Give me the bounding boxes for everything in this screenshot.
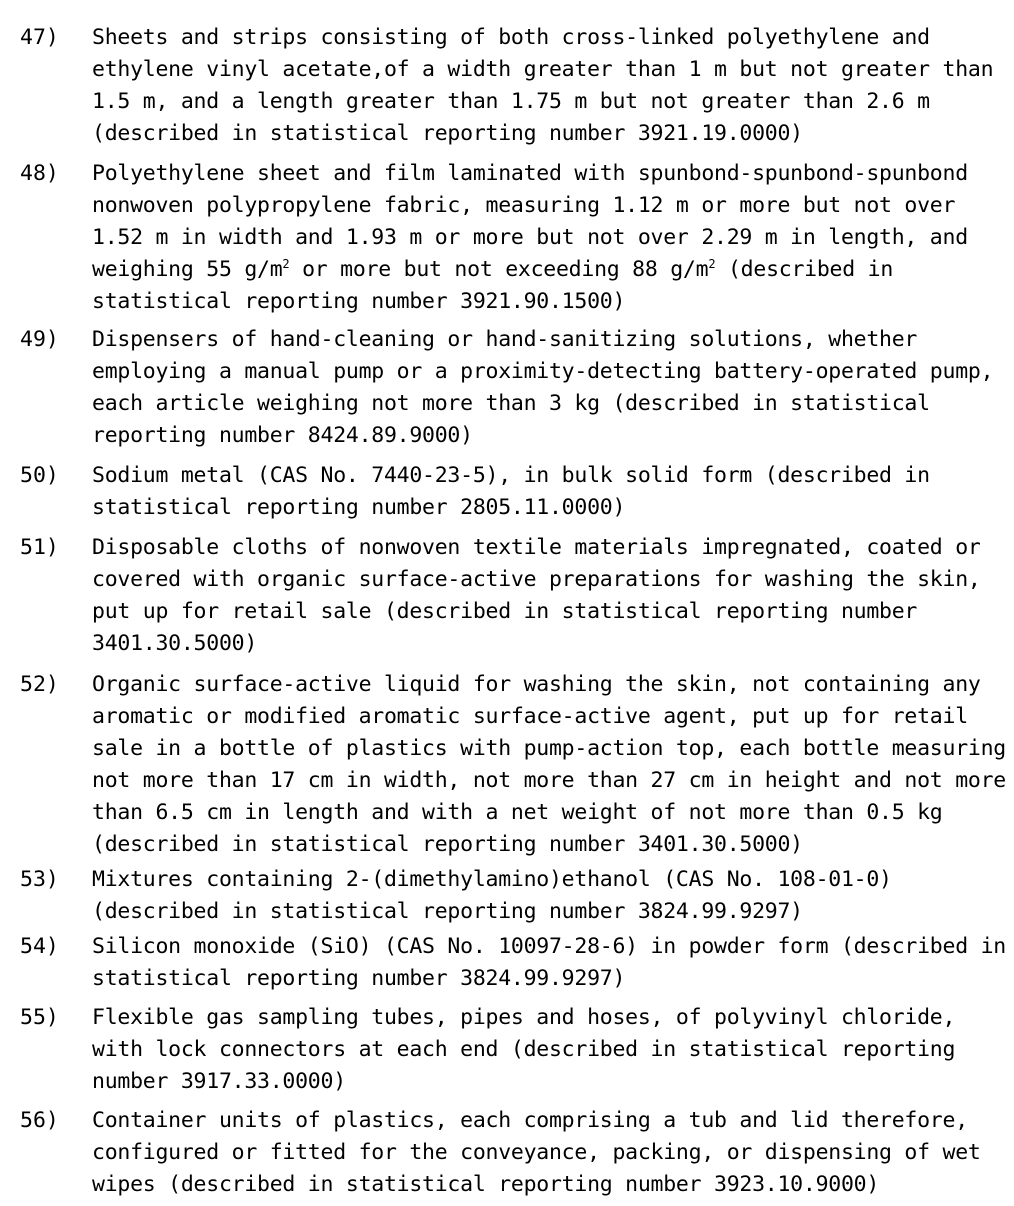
item-number: 47) (20, 25, 59, 50)
item-number: 55) (20, 1005, 59, 1030)
item-text: Organic surface-active liquid for washing the skin, not containing any aromatic or modified aromatic surface-active agent, put up for retail sale in a bottle of plastics with pump-action top, each bottle measuring not more than 17 cm in width, not more than 27 cm in height and not more than 6.5 cm in length and with a net weight of not more than 0.5 kg (described in statistical reporting number 3401.30.5000) (92, 672, 1006, 857)
list-item (20, 669, 1010, 861)
list-item (20, 1002, 1010, 1098)
item-text: Flexible gas sampling tubes, pipes and hoses, of polyvinyl chloride, with lock connectors at each end (described in statistical reporting number 3917.33.0000) (92, 1005, 956, 1094)
superscript: 2 (282, 257, 290, 271)
item-number: 50) (20, 463, 59, 488)
list-item (20, 864, 1010, 928)
item-text: Disposable cloths of nonwoven textile materials impregnated, coated or covered with organic surface-active preparations for washing the skin, put up for retail sale (described in statistical reporting number 3401.30.5000) (92, 535, 981, 656)
list-item (20, 158, 1010, 318)
item-number: 49) (20, 327, 59, 352)
item-number: 48) (20, 161, 59, 186)
item-text: Sheets and strips consisting of both cross-linked polyethylene and ethylene vinyl acetate,of a width greater than 1 m but not greater than 1.5 m, and a length greater than 1.75 m but not greater than 2.6 m (described in statistical reporting number 3921.19.0000) (92, 25, 994, 146)
item-number: 52) (20, 672, 59, 697)
item-text-part: (described in statistical reporting number 3921.90.1500) (92, 257, 894, 314)
list-item (20, 22, 1010, 150)
list-item (20, 460, 1010, 524)
item-text: Dispensers of hand-cleaning or hand-sanitizing solutions, whether employing a manual pump or a proximity-detecting battery-operated pump, each article weighing not more than 3 kg (described in statistical reporting number 8424.89.9000) (92, 327, 994, 448)
item-text: Container units of plastics, each comprising a tub and lid therefore, configured or fitted for the conveyance, packing, or dispensing of wet wipes (described in statistical reporting number 3923.10.9000) (92, 1108, 981, 1197)
item-number: 51) (20, 535, 59, 560)
item-number: 54) (20, 934, 59, 959)
list-item (20, 324, 1010, 452)
item-text: Sodium metal (CAS No. 7440-23-5), in bulk solid form (described in statistical reporting number 2805.11.0000) (92, 463, 930, 520)
item-text-part: Polyethylene sheet and film laminated with spunbond-spunbond-spunbond nonwoven polypropylene fabric, measuring 1.12 m or more but not over 1.52 m in width and 1.93 m or more but not over 2.29 m in length, and weighing 55 g/m (92, 161, 968, 282)
item-number: 56) (20, 1108, 59, 1133)
list-item (20, 1105, 1010, 1201)
item-text (92, 158, 1010, 318)
superscript: 2 (708, 257, 716, 271)
item-number: 53) (20, 867, 59, 892)
list-item (20, 931, 1010, 995)
item-text-part: or more but not exceeding 88 g/m (289, 257, 709, 282)
item-text: Silicon monoxide (SiO) (CAS No. 10097-28-6) in powder form (described in statistical reporting number 3824.99.9297) (92, 934, 1006, 991)
list-item (20, 532, 1010, 660)
item-text: Mixtures containing 2-(dimethylamino)ethanol (CAS No. 108-01-0) (described in statistical reporting number 3824.99.9297) (92, 867, 892, 924)
